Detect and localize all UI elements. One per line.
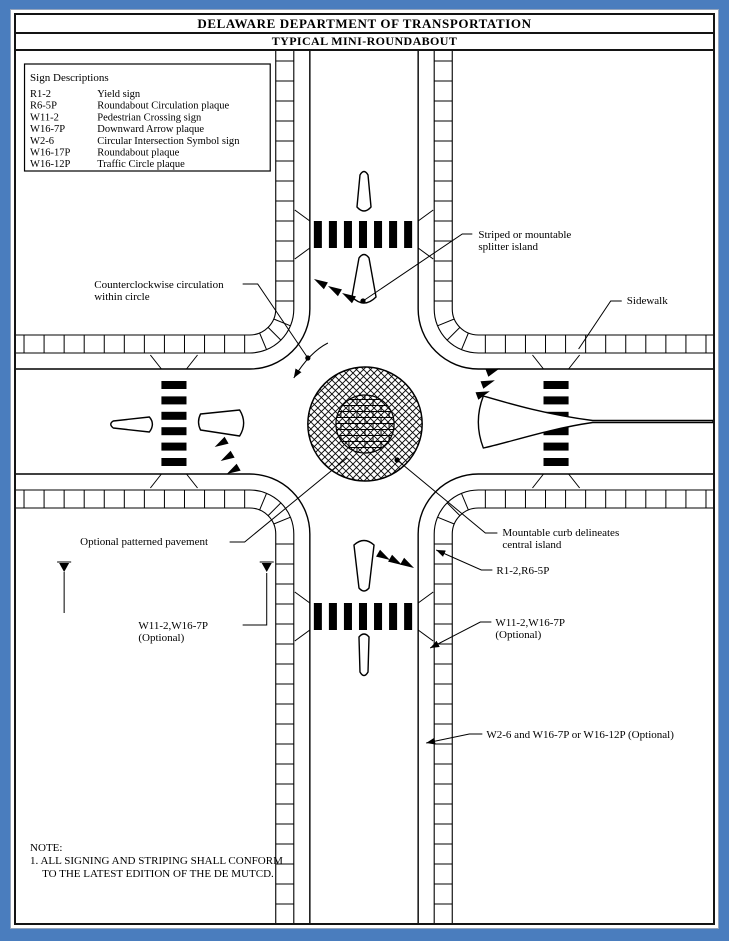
splitter-island-east — [478, 396, 713, 448]
label-ped-signs-left-1: W11-2,W16-7P — [138, 620, 209, 632]
label-ped-signs-right-1: W11-2,W16-7P — [495, 617, 566, 629]
label-ped-signs-right-2: (Optional) — [495, 629, 542, 641]
roundabout-diagram — [16, 51, 713, 923]
sign-symbols — [57, 562, 274, 613]
central-island-patterned-pavement — [336, 395, 394, 453]
sign-post-symbol-left — [57, 562, 71, 613]
legend-desc-w16-17p: Roundabout plaque — [97, 147, 180, 159]
drawing-sheet — [14, 13, 715, 925]
label-circle-signs: W2-6 and W16-7P or W16-12P (Optional) — [486, 729, 674, 741]
splitter-island-west-inner — [199, 410, 244, 436]
legend-code-r6-5p: R6-5P — [30, 100, 57, 112]
leader-mountable-curb — [397, 460, 497, 533]
label-circulation-2: within circle — [94, 291, 150, 303]
legend-title: Sign Descriptions — [30, 72, 109, 84]
label-patterned-pavement: Optional patterned pavement — [80, 536, 209, 548]
splitter-island-north-outer — [357, 172, 371, 212]
note-heading: NOTE: — [30, 842, 63, 854]
label-mountable-curb-2: central island — [502, 539, 562, 551]
splitter-island-west-outer — [111, 417, 153, 432]
label-mountable-curb-1: Mountable curb delineates — [502, 527, 620, 539]
legend-code-w16-17p: W16-17P — [30, 147, 71, 159]
page-title: DELAWARE DEPARTMENT OF TRANSPORTATION — [16, 15, 713, 34]
label-sidewalk: Sidewalk — [626, 295, 668, 307]
leader-sidewalk — [579, 301, 622, 349]
legend-desc-w16-7p: Downward Arrow plaque — [97, 124, 205, 136]
diagram-area — [16, 51, 713, 923]
legend-desc-w2-6: Circular Intersection Symbol sign — [97, 135, 240, 147]
leader-ped-signs-left — [243, 573, 267, 625]
label-ped-signs-left-2: (Optional) — [138, 632, 185, 644]
legend-code-r1-2: R1-2 — [30, 89, 52, 100]
page-subtitle: TYPICAL MINI-ROUNDABOUT — [16, 34, 713, 51]
leader-patterned-pavement — [230, 458, 347, 542]
label-circulation-1: Counterclockwise circulation — [94, 279, 224, 291]
central-island — [308, 367, 422, 481]
leader-yield-signs — [436, 550, 492, 570]
label-yield-signs: R1-2,R6-5P — [496, 565, 550, 577]
legend-desc-w16-12p: Traffic Circle plaque — [97, 159, 185, 171]
legend-code-w2-6: W2-6 — [30, 135, 54, 147]
legend-code-w16-7p: W16-7P — [30, 124, 66, 136]
legend-code-w11-2: W11-2 — [30, 112, 59, 124]
annotation-labels — [80, 229, 674, 741]
note-line-2: TO THE LATEST EDITION OF THE DE MUTCD. — [42, 868, 274, 880]
legend-desc-w11-2: Pedestrian Crossing sign — [97, 112, 202, 124]
splitter-island-south-outer — [359, 634, 369, 676]
legend-box — [25, 64, 271, 171]
circulation-arrow — [294, 343, 328, 378]
sign-post-symbol-right — [260, 562, 274, 572]
legend-code-w16-12p: W16-12P — [30, 159, 71, 171]
legend-desc-r1-2: Yield sign — [97, 89, 141, 100]
label-splitter-island-1: Striped or mountable — [478, 229, 572, 241]
splitter-island-south-inner — [354, 541, 374, 592]
document-page — [10, 9, 719, 929]
note-line-1: 1. ALL SIGNING AND STRIPING SHALL CONFORM — [30, 855, 283, 867]
note-block — [30, 842, 283, 880]
label-splitter-island-2: splitter island — [478, 241, 538, 253]
legend-desc-r6-5p: Roundabout Circulation plaque — [97, 100, 230, 112]
splitter-island-north-inner — [352, 255, 376, 304]
